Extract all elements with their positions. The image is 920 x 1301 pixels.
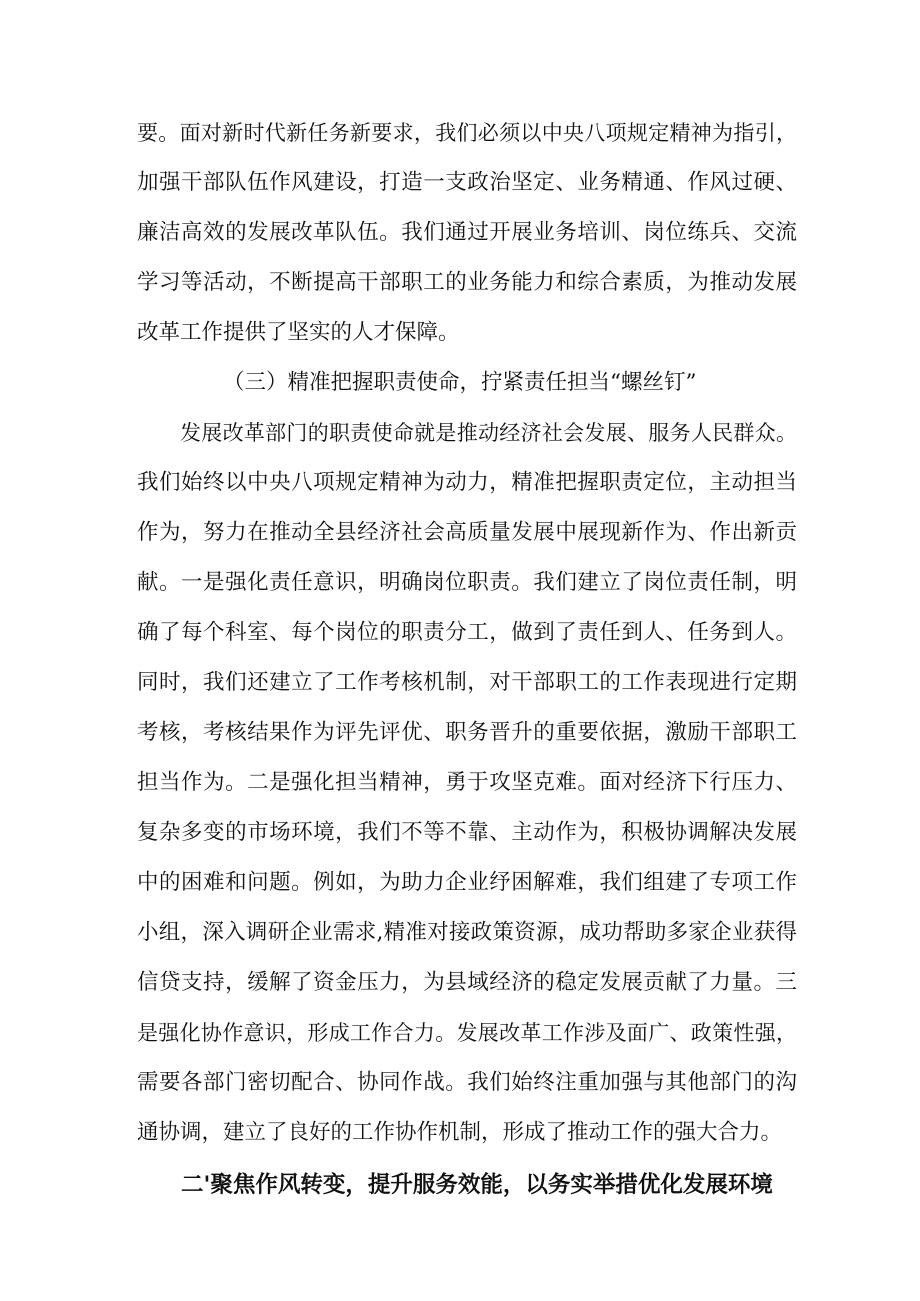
section-heading: 二'聚焦作风转变，提升服务效能，以务实举措优化发展环境 <box>181 1172 773 1198</box>
paragraph-2-line-4: 献。一是强化责任意识，明确岗位职责。我们建立了岗位责任制，明 <box>137 570 797 595</box>
paragraph-2-line-1: 发展改革部门的职责使命就是推动经济社会发展、服务人民群众。 <box>180 421 797 445</box>
paragraph-2-line-5: 确了每个科室、每个岗位的职责分工，做到了责任到人、任务到人。 <box>137 620 797 645</box>
paragraph-2-line-2: 我们始终以中央八项规定精神为动力，精准把握职责定位，主动担当 <box>137 470 797 495</box>
paragraph-2-line-15: 通协调，建立了良好的工作协作机制，形成了推动工作的强大合力。 <box>137 1120 783 1145</box>
paragraph-2-line-11: 小组，深入调研企业需求,精准对接政策资源，成功帮助多家企业获得 <box>137 920 797 945</box>
paragraph-2-line-8: 担当作为。二是强化担当精神，勇于攻坚克难。面对经济下行压力、 <box>137 770 797 795</box>
paragraph-1-line-2: 加强干部队伍作风建设，打造一支政治坚定、业务精通、作风过硬、 <box>137 170 797 195</box>
paragraph-1-line-4: 学习等活动，不断提高干部职工的业务能力和综合素质，为推动发展 <box>137 270 797 295</box>
paragraph-2-line-9: 复杂多变的市场环境，我们不等不靠、主动作为，积极协调解决发展 <box>137 820 797 845</box>
paragraph-2-line-7: 考核，考核结果作为评先评优、职务晋升的重要依据，激励干部职工 <box>137 720 797 745</box>
paragraph-1-line-3: 廉洁高效的发展改革队伍。我们通过开展业务培训、岗位练兵、交流 <box>137 220 797 245</box>
subheading: （三）精准把握职责使命，拧紧责任担当“螺丝钉” <box>223 370 697 395</box>
paragraph-1-line-5: 改革工作提供了坚实的人才保障。 <box>137 320 460 345</box>
paragraph-2-line-10: 中的困难和问题。例如，为助力企业纾困解难，我们组建了专项工作 <box>137 870 797 895</box>
paragraph-1-line-1: 要。面对新时代新任务新要求，我们必须以中央八项规定精神为指引， <box>137 121 797 145</box>
paragraph-2-line-3: 作为，努力在推动全县经济社会高质量发展中展现新作为、作出新贡 <box>137 520 797 545</box>
paragraph-2-line-13: 是强化协作意识，形成工作合力。发展改革工作涉及面广、政策性强， <box>137 1021 797 1045</box>
paragraph-2-line-12: 信贷支持，缓解了资金压力，为县域经济的稳定发展贡献了力量。三 <box>137 970 797 995</box>
paragraph-2-line-14: 需要各部门密切配合、协同作战。我们始终注重加强与其他部门的沟 <box>137 1070 797 1095</box>
paragraph-2-line-6: 同时，我们还建立了工作考核机制，对干部职工的工作表现进行定期 <box>137 670 797 695</box>
